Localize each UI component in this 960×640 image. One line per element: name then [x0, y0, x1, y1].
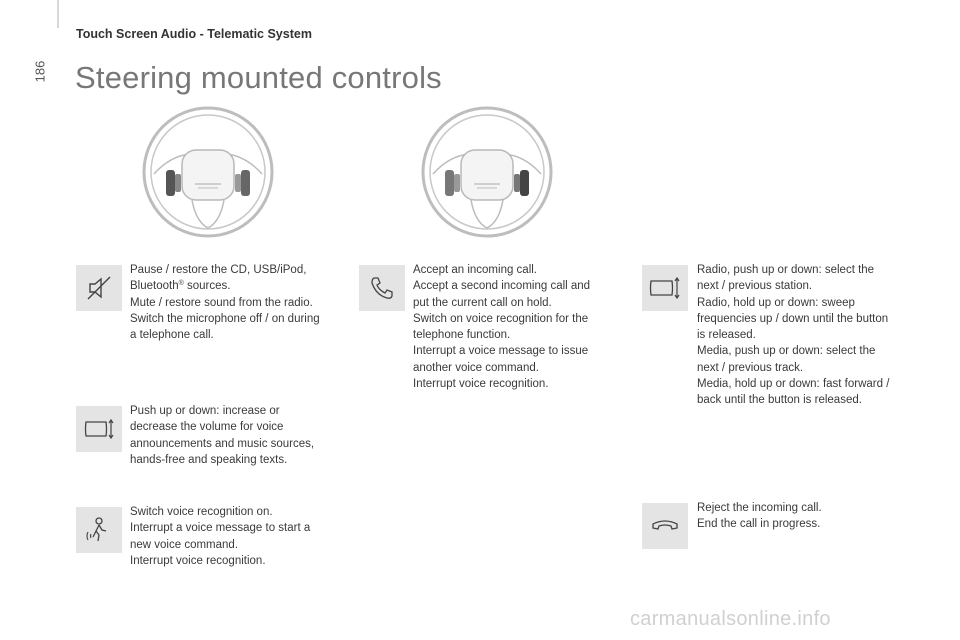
section-header: Touch Screen Audio - Telematic System	[76, 27, 312, 41]
voice-description	[130, 504, 345, 569]
voice-line-1: Switch voice recognition on.	[130, 506, 273, 518]
page-number: 186	[32, 60, 48, 83]
voice-line-3: new voice command.	[130, 538, 239, 551]
mute-line-2	[130, 278, 345, 294]
reject-call-line-1: Reject the incoming call.	[697, 502, 822, 514]
mute-speaker-icon	[76, 265, 122, 311]
accept-call-line-7: another voice command.	[413, 361, 539, 374]
bluetooth-text: Bluetooth	[130, 280, 179, 293]
steering-wheel-right-illustration	[419, 104, 555, 240]
sources-text: sources.	[183, 280, 231, 293]
accept-call-line-4: Switch on voice recognition for the	[413, 312, 589, 325]
accept-call-line-2: Accept a second incoming call and	[413, 280, 591, 293]
reject-call-description	[697, 500, 912, 533]
mute-line-5: a telephone call.	[130, 329, 214, 342]
accept-call-line-8: Interrupt voice recognition.	[413, 378, 549, 391]
seek-line-7: next / previous track.	[697, 361, 804, 374]
voice-line-2: Interrupt a voice message to start a	[130, 522, 311, 535]
volume-line-1: Push up or down: increase or	[130, 405, 280, 417]
page-title: Steering mounted controls	[75, 60, 442, 95]
seek-line-5: is released.	[697, 329, 756, 342]
accept-call-line-5: telephone function.	[413, 329, 511, 342]
accept-call-line-3: put the current call on hold.	[413, 296, 552, 309]
volume-line-3: announcements and music sources,	[130, 437, 315, 450]
seek-line-4: frequencies up / down until the button	[697, 312, 889, 325]
seek-line-2: next / previous station.	[697, 280, 813, 293]
seek-rocker-icon	[642, 265, 688, 311]
seek-line-9: back until the button is released.	[697, 394, 862, 407]
mute-line-3: Mute / restore sound from the radio.	[130, 296, 313, 309]
seek-description	[697, 262, 917, 409]
accept-call-line-1: Accept an incoming call.	[413, 264, 538, 276]
accept-call-description	[413, 262, 628, 392]
seek-line-6: Media, push up or down: select the	[697, 345, 876, 358]
reject-call-line-2: End the call in progress.	[697, 518, 821, 531]
steering-wheel-left-illustration	[140, 104, 276, 240]
volume-line-4: hands-free and speaking texts.	[130, 453, 288, 466]
voice-command-icon	[76, 507, 122, 553]
voice-line-4: Interrupt voice recognition.	[130, 554, 266, 567]
volume-description	[130, 403, 345, 468]
registered-mark: ®	[178, 280, 184, 288]
seek-line-3: Radio, hold up or down: sweep	[697, 296, 855, 309]
volume-rocker-icon	[76, 406, 122, 452]
accept-call-line-6: Interrupt a voice message to issue	[413, 345, 589, 358]
mute-line-4: Switch the microphone off / on during	[130, 312, 320, 325]
phone-handset-icon	[359, 265, 405, 311]
phone-hangup-icon	[642, 503, 688, 549]
mute-line-1: Pause / restore the CD, USB/iPod,	[130, 264, 307, 276]
watermark: carmanualsonline.info	[630, 608, 831, 630]
seek-line-8: Media, hold up or down: fast forward /	[697, 378, 890, 391]
mute-description	[130, 262, 345, 343]
page-margin-rule	[57, 0, 59, 28]
volume-line-2: decrease the volume for voice	[130, 421, 284, 434]
seek-line-1: Radio, push up or down: select the	[697, 264, 875, 276]
